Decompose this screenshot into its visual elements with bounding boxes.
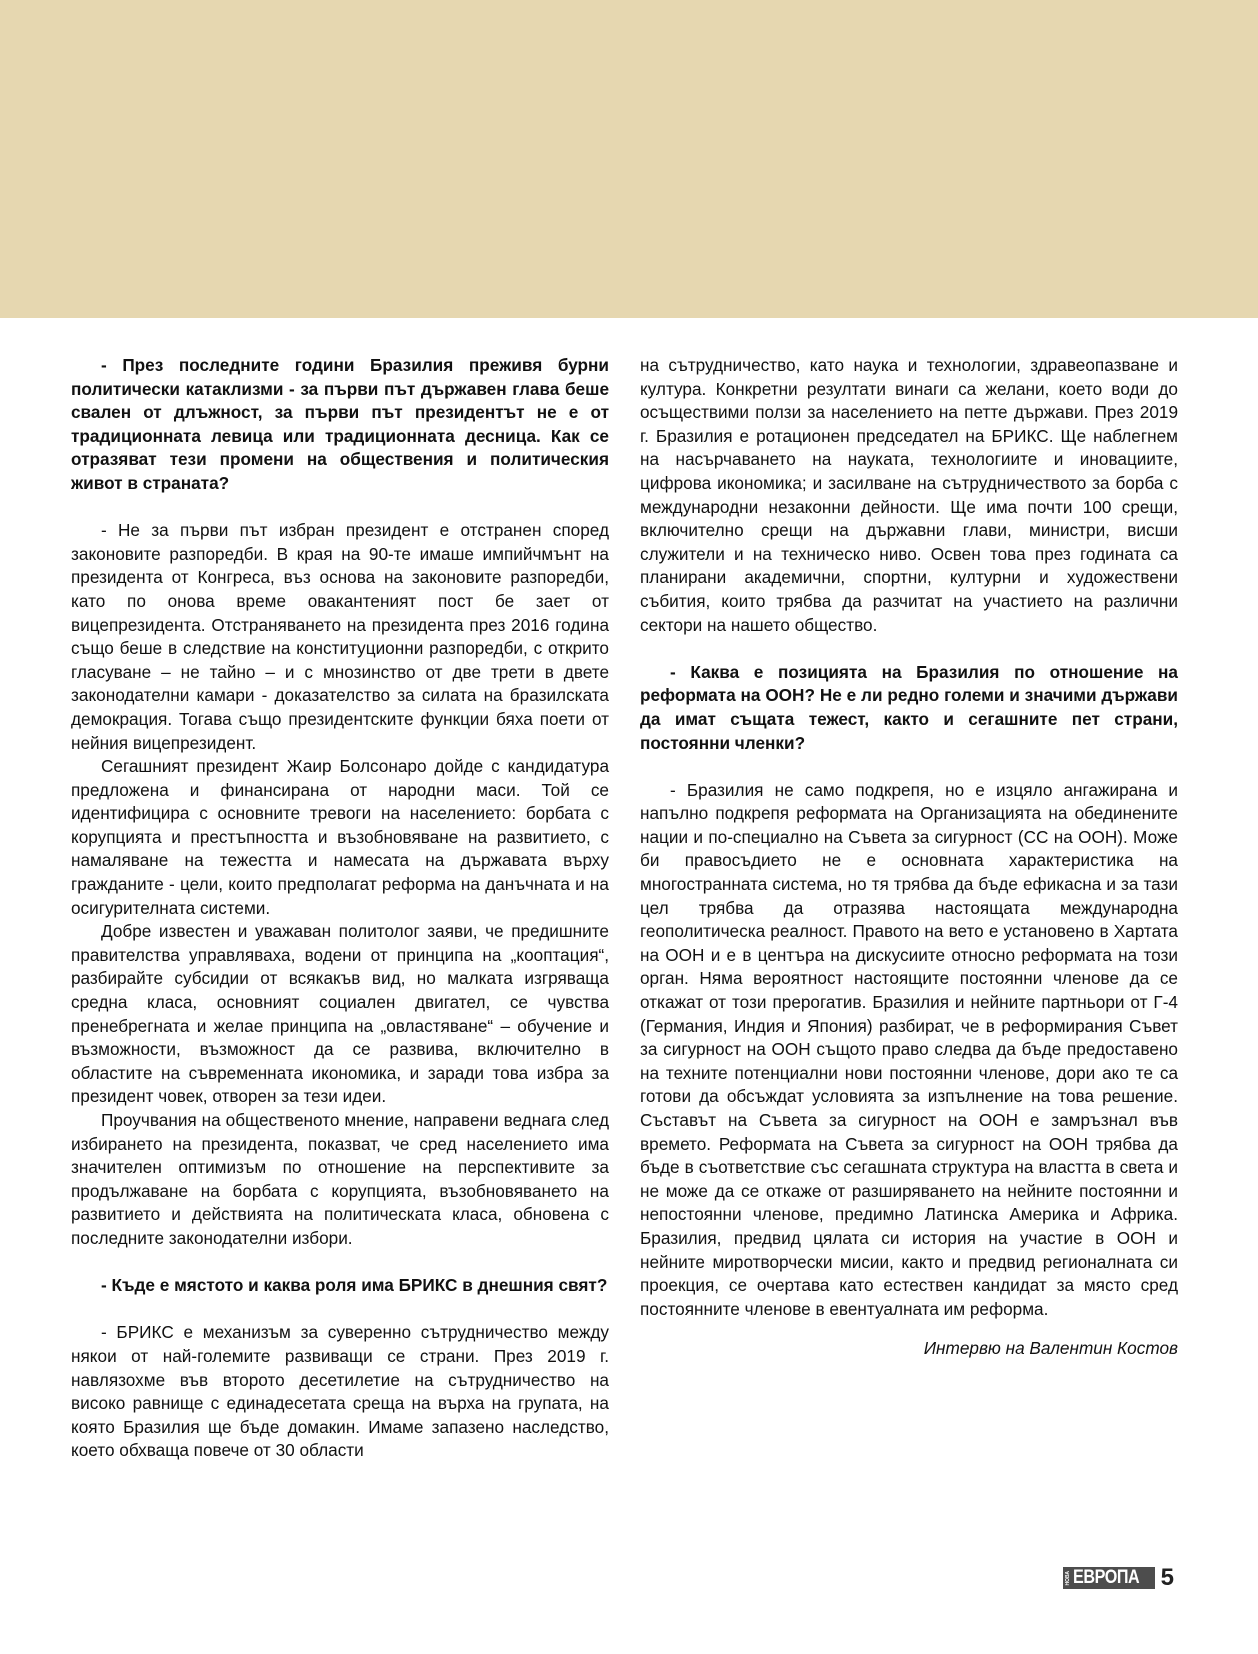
question-2: - Къде е мястото и каква роля има БРИКС в днешния свят?: [101, 1275, 608, 1296]
answer-2-continuation: на сътрудничество, като наука и технологии, здравеопазване и култура. Конкретни резултати винаги са желани, което води до осъществими ползи за населението на петте държави. През 2019 г. Бразилия е ротационен председател на БРИКС. Ще наблегнем на насърчаването на науката, технологиите и иновациите, цифрова икономика; и засилване на сътрудничеството за борба с международни незаконни дейности. Ще има почти 100 срещи, включително срещи на държавни глави, министри, висши служители и на техническо ниво. Освен това през годината са планирани академични, спортни, културни и художествени събития, които трябва да разчитат на участието на различни сектори на нашето общество.: [640, 355, 1178, 635]
logo-wordmark: ЕВРОПА: [1072, 1567, 1139, 1588]
page-footer: [1063, 1564, 1174, 1592]
answer-1-paragraph-4: Проучвания на общественото мнение, направени веднага след избирането на президента, показват, че сред населението има значителен оптимизъм по отношение на перспективите за продължаване на борбата с корупцията, възобновяването на развитието и действията на политическата класа, обновена с последните законодателни избори.: [71, 1110, 609, 1248]
page-number: 5: [1160, 1564, 1174, 1591]
interview-credit: Интервю на Валентин Костов: [923, 1338, 1178, 1359]
left-column: [71, 354, 609, 1463]
header-color-band: [0, 0, 1258, 318]
question-3: - Каква е позицията на Бразилия по отношение на реформата на ООН? Не е ли редно големи и значими държави да имат същата тежест, както и сегашните пет страни, постоянни членки?: [640, 661, 1178, 753]
right-column: [640, 354, 1178, 1361]
answer-1-paragraph-3: Добре известен и уважаван политолог заяви, че предишните правителства управляваха, водени от принципа на „кооптация“, разбирайте субсидии от всякакъв вид, но малката изгряваща средна класа, основният социален двигател, се чувства пренебрегната и желае принципа на „овластяване“ – обучение и възможности, възможност да се развива, включително в областите на съвременната икономика, и заради това избра за президент човек, отворен за тези идеи.: [71, 921, 609, 1107]
answer-1-paragraph-2: Сегашният президент Жаир Болсонаро дойде с кандидатура предложена и финансирана от народни маси. Той се идентифицира с основните тревоги на населението: борбата с корупцията и престъпността и възобновяване на развитието, с намаляване на тежестта и намесата на държавата върху гражданите - цели, които предполагат реформа на данъчната и на осигурителната системи.: [71, 756, 609, 918]
answer-1-paragraph-1: - Не за първи път избран президент е отстранен според законовите разпоредби. В края на 90-те имаше импийчмънт на президента от Конгреса, въз основа на законовите разпоредби, като по онова време овакантеният пост бе зает от вицепрезидента. Отстраняването на президента през 2016 година също беше в следствие на конституционни разпоредби, с открито гласуване – не тайно – и с мнозинство от две трети в двете законодателни камари - доказателство за силата на бразилската демокрация. Тогава също президентските функции бяха поети от нейния вицепрезидент.: [71, 520, 609, 753]
magazine-logo: [1063, 1567, 1155, 1589]
answer-2-paragraph-1: - БРИКС е механизъм за суверенно сътрудничество между някои от най-големите развиващи се страни. През 2019 г. навлязохме във второто десетилетие на сътрудничество на високо равнище с единадесетата среща на върха на групата, на която Бразилия ще бъде домакин. Имаме запазено наследство, което обхваща повече от 30 области: [71, 1322, 609, 1461]
question-1: - През последните години Бразилия преживя бурни политически катаклизми - за първи път държавен глава беше свален от длъжност, за първи път президентът не е от традиционната левица или традиционната десница. Как се отразяват тези промени на обществения и политическия живот в страната?: [71, 355, 609, 493]
answer-3-paragraph-1: - Бразилия не само подкрепя, но е изцяло ангажирана и напълно подкрепя реформата на Организацията на обединените нации и по-специално на Съвета за сигурност (СС на ООН). Може би правосъдието не е основната характеристика на многостранната система, но тя трябва да бъде ефикасна и за тази цел трябва да отразява настоящата международна геополитическа реалност. Правото на вето е установено в Хартата на ООН и е в центъра на дискусиите относно реформата на този орган. Няма вероятност настоящите постоянни членове да се откажат от този прерогатив. Бразилия и нейните партньори от Г-4 (Германия, Индия и Япония) разбират, че в реформирания Съвет за сигурност на ООН същото право следва да бъде предоставено на техните потенциални нови постоянни членове, дори ако те са готови да обсъждат условията за изпълнение на това решение. Съставът на Съвета за сигурност на ООН е замръзнал във времето. Реформата на Съвета за сигурност на ООН трябва да бъде в съответствие със сегашната структура на властта в света и не може да се откаже от разширяването на нейните постоянни и непостоянни членове, предимно Латинска Америка и Африка. Бразилия, предвид цялата си история на участие в ООН и нейните миротворчески мисии, както и предвид регионалната си проекция, се очертава като естествен кандидат за място сред постоянните членове в евентуалната им реформа.: [640, 779, 1178, 1319]
logo-small-text: НОВА: [1064, 1570, 1071, 1586]
